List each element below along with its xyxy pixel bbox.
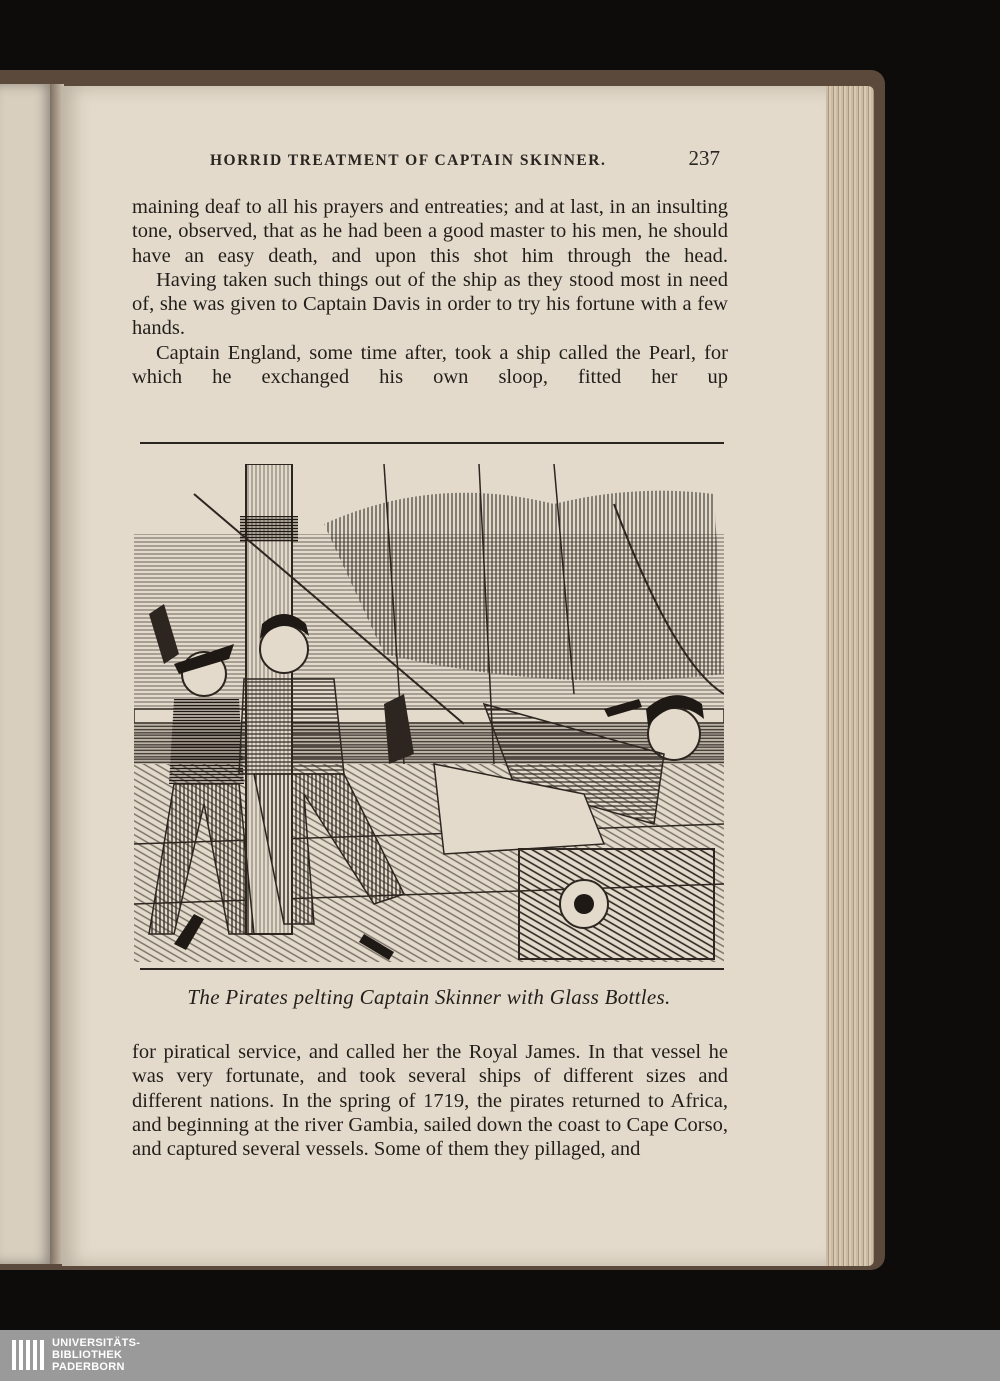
- page-fore-edge: [826, 86, 874, 1266]
- woodcut-illustration: [134, 464, 724, 962]
- figure-bottom-rule: [140, 968, 724, 970]
- page-header: [210, 146, 720, 171]
- library-name-line: PADERBORN: [52, 1361, 125, 1373]
- paragraph: maining deaf to all his prayers and entreaties; and at last, in an insulting tone, observed, that as he had been a good master to his men, he should have an easy death, and upon this shot him through the head.: [132, 196, 728, 267]
- figure-top-rule: [140, 442, 724, 444]
- library-name-line: BIBLIOTHEK: [52, 1349, 123, 1361]
- text-block-bottom: [132, 1040, 728, 1161]
- library-name-line: UNIVERSITÄTS-: [52, 1337, 141, 1349]
- figure-caption: The Pirates pelting Captain Skinner with Glass Bottles.: [187, 985, 671, 1009]
- library-name: [52, 1337, 140, 1373]
- running-head: HORRID TREATMENT OF CAPTAIN SKINNER.: [210, 152, 607, 169]
- page-number: 237: [688, 146, 720, 170]
- paragraph: for piratical service, and called her the Royal James. In that vessel he was very fortunate, and took several ships of different sizes and different nations. In the spring of 1719, the pirates returned to Africa, and beginning at the river Gambia, sailed down the coast to Cape Corso, and captured several vessels. Some of them they pillaged, and: [132, 1041, 728, 1161]
- left-page: [0, 84, 54, 1264]
- paragraph: Having taken such things out of the ship as they stood most in need of, she was given to Captain Davis in order to try his fortune with a few hands.: [132, 268, 728, 340]
- figure: [140, 442, 724, 970]
- library-footer: [0, 1330, 1000, 1381]
- text-block-top: [132, 195, 728, 389]
- paragraph: Captain England, some time after, took a ship called the Pearl, for which he exchanged his own sloop, fitted her up: [132, 341, 728, 389]
- library-logo-icon: [10, 1338, 46, 1374]
